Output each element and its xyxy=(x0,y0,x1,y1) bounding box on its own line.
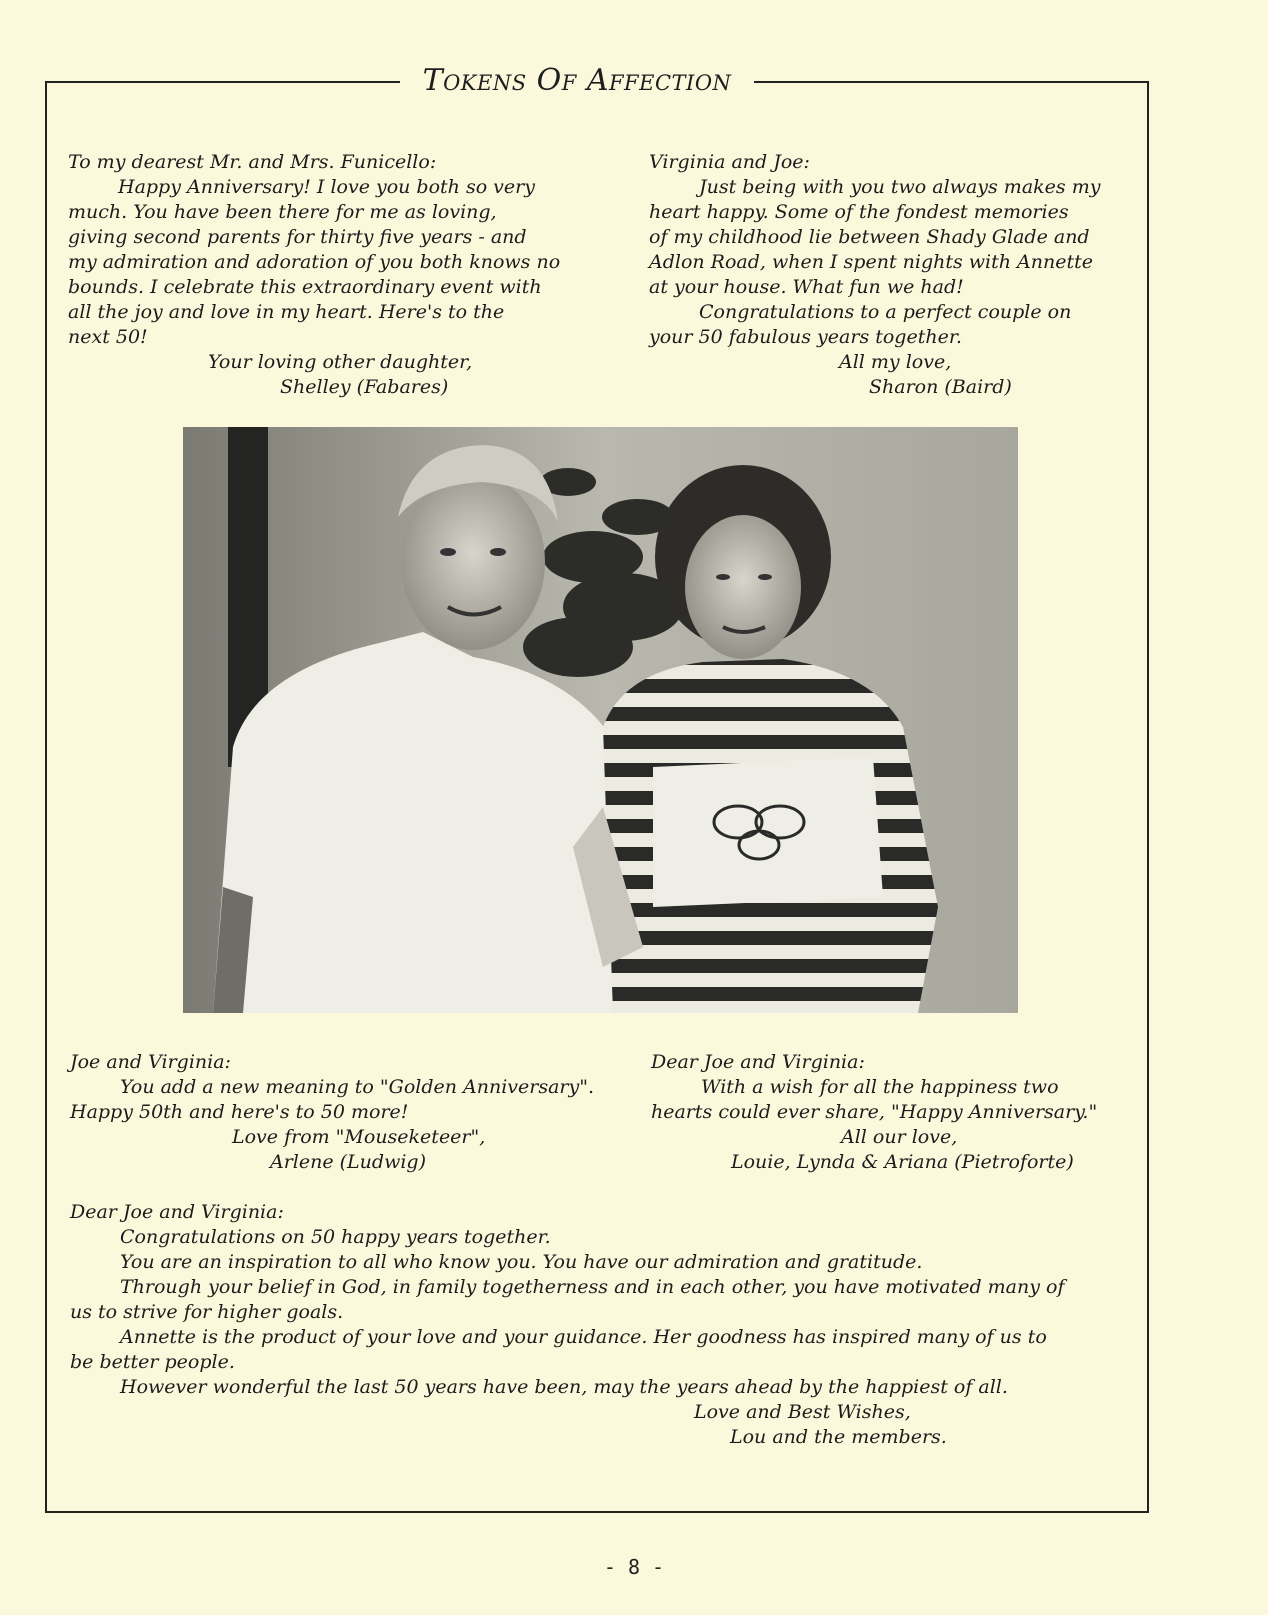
page-title-wrap xyxy=(400,58,754,104)
letter-line: You add a new meaning to "Golden Anniversary". xyxy=(120,1076,595,1098)
letter-signature: Louie, Lynda & Ariana (Pietroforte) xyxy=(731,1151,1074,1173)
letter-lou xyxy=(70,1200,1065,1450)
letter-salutation: Virginia and Joe: xyxy=(649,151,810,173)
letter-sharon xyxy=(649,150,1100,400)
page-title: Tokens Of Affection xyxy=(422,63,732,98)
letter-line: With a wish for all the happiness two xyxy=(701,1076,1059,1098)
couple-photo xyxy=(183,427,1018,1013)
letter-shelley xyxy=(68,150,560,400)
letter-closing: Love from "Mouseketeer", xyxy=(232,1126,486,1148)
letter-closing: All our love, xyxy=(841,1126,958,1148)
letter-line: Annette is the product of your love and your guidance. Her goodness has inspired many of us to xyxy=(120,1326,1047,1348)
letter-closing: Your loving other daughter, xyxy=(208,351,473,373)
letter-salutation: To my dearest Mr. and Mrs. Funicello: xyxy=(68,151,437,173)
letter-signature: Sharon (Baird) xyxy=(869,376,1012,398)
letter-line: Congratulations to a perfect couple on xyxy=(699,301,1072,323)
letter-line: Happy Anniversary! I love you both so very xyxy=(118,176,535,198)
couple-photo-illustration xyxy=(183,427,1018,1013)
letter-line: all the joy and love in my heart. Here's to the xyxy=(68,301,505,323)
letter-line: of my childhood lie between Shady Glade and xyxy=(649,226,1090,248)
letter-line: Congratulations on 50 happy years together. xyxy=(120,1226,551,1248)
letter-line: us to strive for higher goals. xyxy=(70,1301,344,1323)
letter-line: next 50! xyxy=(68,326,148,348)
page-number: - 8 - xyxy=(603,1555,665,1579)
letter-line: much. You have been there for me as loving, xyxy=(68,201,497,223)
letter-line: Happy 50th and here's to 50 more! xyxy=(70,1101,409,1123)
letter-line: You are an inspiration to all who know you. You have our admiration and gratitude. xyxy=(120,1251,923,1273)
letter-line: at your house. What fun we had! xyxy=(649,276,964,298)
letter-line: However wonderful the last 50 years have been, may the years ahead by the happiest of all. xyxy=(120,1376,1008,1398)
letter-line: Adlon Road, when I spent nights with Annette xyxy=(649,251,1093,273)
letter-salutation: Dear Joe and Virginia: xyxy=(651,1051,865,1073)
letter-closing: All my love, xyxy=(839,351,952,373)
letter-line: giving second parents for thirty five years - and xyxy=(68,226,527,248)
letter-salutation: Dear Joe and Virginia: xyxy=(70,1201,284,1223)
letter-salutation: Joe and Virginia: xyxy=(70,1051,231,1073)
letter-line: my admiration and adoration of you both knows no xyxy=(68,251,561,273)
letter-line: your 50 fabulous years together. xyxy=(649,326,962,348)
letter-line: Through your belief in God, in family togetherness and in each other, you have motivated many of xyxy=(120,1276,1065,1298)
letter-signature: Arlene (Ludwig) xyxy=(270,1151,426,1173)
letter-signature: Lou and the members. xyxy=(730,1426,947,1448)
letter-line: Just being with you two always makes my xyxy=(699,176,1101,198)
letter-signature: Shelley (Fabares) xyxy=(280,376,449,398)
letter-line: be better people. xyxy=(70,1351,235,1373)
letter-pietroforte xyxy=(651,1050,1097,1175)
letter-closing: Love and Best Wishes, xyxy=(694,1401,911,1423)
letter-line: bounds. I celebrate this extraordinary event with xyxy=(68,276,542,298)
letter-line: heart happy. Some of the fondest memories xyxy=(649,201,1069,223)
letter-arlene xyxy=(70,1050,594,1175)
letter-line: hearts could ever share, "Happy Anniversary." xyxy=(651,1101,1098,1123)
